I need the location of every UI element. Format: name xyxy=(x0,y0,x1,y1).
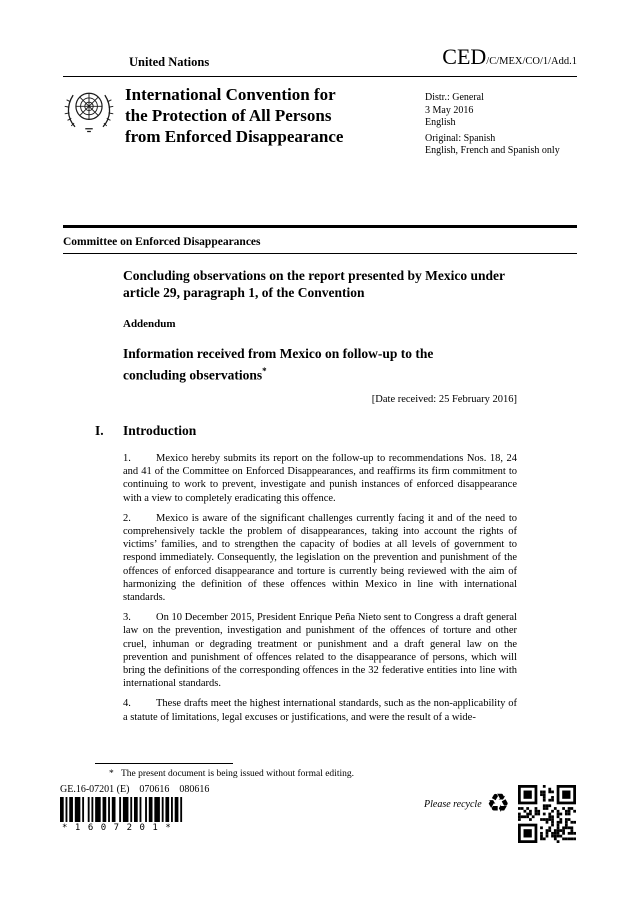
footnote-symbol: * xyxy=(109,769,114,779)
paragraph-number: 4. xyxy=(123,698,131,710)
section-title: Introduction xyxy=(123,423,197,438)
paragraph xyxy=(123,452,517,505)
section-heading xyxy=(95,423,196,439)
distr-languages-note: English, French and Spanish only xyxy=(425,145,560,157)
addendum-label: Addendum xyxy=(123,318,176,330)
footnote-ref: * xyxy=(262,365,267,376)
qr-code xyxy=(518,785,576,843)
distr-line: Distr.: General xyxy=(425,92,484,103)
committee-name: Committee on Enforced Disappearances xyxy=(63,236,261,248)
divider-thick xyxy=(63,225,577,228)
ge-code: GE.16-07201 (E) 070616 080616 xyxy=(60,784,210,795)
footnote-text: The present document is being issued without formal editing. xyxy=(121,769,354,779)
un-name: United Nations xyxy=(129,55,210,69)
recycle-label: Please recycle xyxy=(424,798,482,810)
paragraph xyxy=(123,512,517,604)
document-title: Concluding observations on the report presented by Mexico under article 29, paragraph 1, of the Convention xyxy=(123,268,505,300)
barcode xyxy=(60,797,186,822)
convention-title xyxy=(125,84,435,147)
paragraph xyxy=(123,697,517,723)
date-received: [Date received: 25 February 2016] xyxy=(371,394,517,405)
convention-title-line: International Convention for xyxy=(125,85,336,104)
distribution-block xyxy=(425,92,560,158)
recycle-icon: ♻ xyxy=(486,789,510,819)
convention-title-line: the Protection of All Persons xyxy=(125,106,332,125)
footnote xyxy=(109,769,354,779)
un-emblem-icon xyxy=(61,83,117,139)
distr-language: English xyxy=(425,117,456,129)
body-text xyxy=(123,452,517,731)
paragraph-number: 2. xyxy=(123,512,131,524)
paragraph-text: On 10 December 2015, President Enrique Peña Nieto sent to Congress a draft general law on the prevention, investigation and punishment of the offences of torture and other cruel, inhuman or degrading treatment or punishment and a draft general law on the prevention and punishment of offences related to the disappearance of persons, which will bring the definitions of the corresponding offences in the 32 federative entities into line with international standards. xyxy=(123,612,517,690)
distr-original: Original: Spanish xyxy=(425,132,496,144)
paragraph-number: 1. xyxy=(123,453,131,464)
section-number: I. xyxy=(95,423,104,438)
paragraph-text: Mexico is aware of the significant challenges currently facing it and of the need to comprehensively tackle the problem of disappearances, taking into account the rights of victims’ families, and to strengthen the capacity of bodies at all levels of government to respond immediately. Consequently, the legislation on the prevention and punishment of the offences of enforced disappearance and torture is currently being reviewed with the aim of harmonizing the definition of these offences within Mexico in line with international standards. xyxy=(123,512,517,604)
doc-symbol-suffix: /C/MEX/CO/1/Add.1 xyxy=(486,56,577,67)
document-subtitle xyxy=(123,346,498,384)
paragraph-text: These drafts meet the highest international standards, such as the non-applicability of a statute of limitations, legal excuses or justifications, and were the result of a wide- xyxy=(123,698,517,723)
divider-thin xyxy=(63,253,577,254)
convention-title-line: from Enforced Disappearance xyxy=(125,127,344,146)
paragraph-number: 3. xyxy=(123,612,131,624)
header-divider xyxy=(63,76,577,77)
subtitle-text: Information received from Mexico on follow-up to the concluding observations xyxy=(123,346,434,382)
doc-symbol xyxy=(442,44,577,70)
paragraph-text: Mexico hereby submits its report on the follow-up to recommendations Nos. 18, 24 and 41 of the Committee on Enforced Disappearances, and reaffirms its firm commitment to continuing to work to prevent, investigate and punish instances of enforced disappearance with a view to completely eradicating this offence. xyxy=(123,453,517,504)
paragraph xyxy=(123,611,517,690)
footnote-divider xyxy=(95,763,233,764)
doc-symbol-prefix: CED xyxy=(442,44,487,69)
distr-date: 3 May 2016 xyxy=(425,104,474,116)
header xyxy=(63,44,577,70)
barcode-text: *1607201* xyxy=(62,823,179,833)
recycle-note xyxy=(424,791,510,817)
